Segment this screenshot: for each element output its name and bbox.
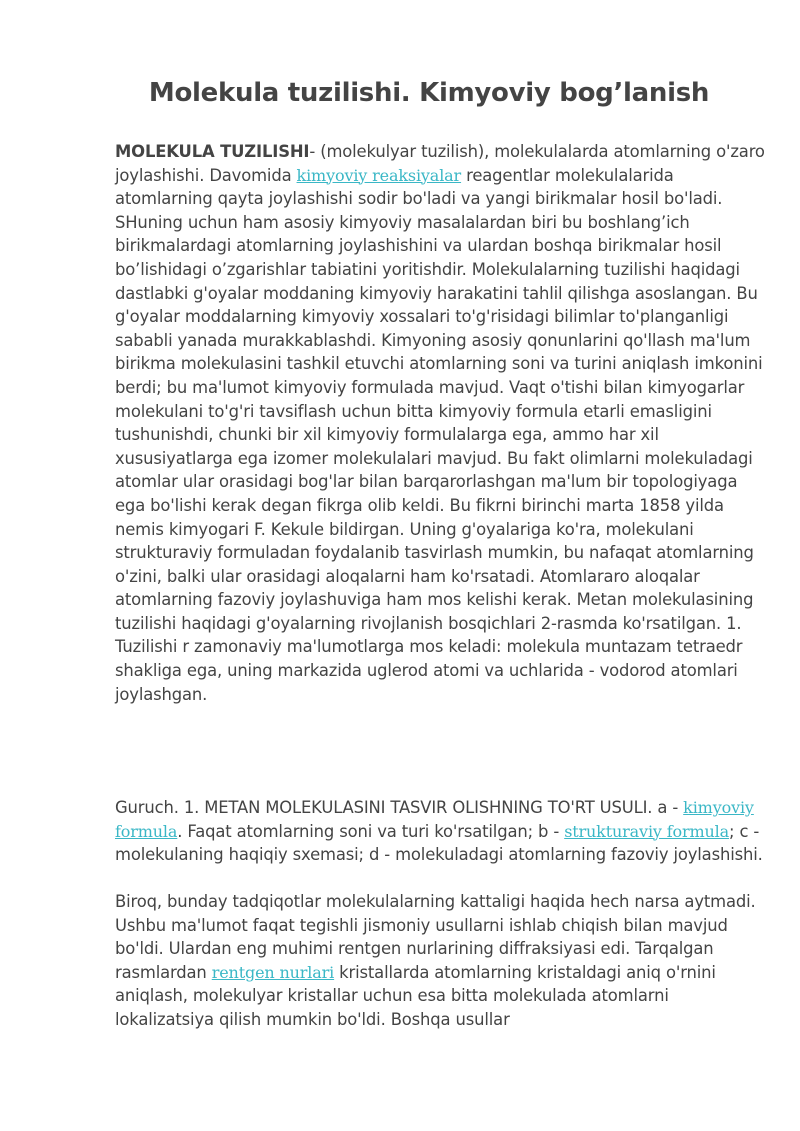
paragraph-text: Biroq, bunday tadqiqotlar molekulalarning kattaligi haqida hech narsa aytmadi. Ushbu ma'lumot faqat tegishli jismoniy usullarni ishlab chiqish bilan mavjud bo'ldi. Ulardan eng muhimi rentgen nurlarining diffraksiyasi edi. Tarqalgan rasmlardan	[115, 892, 756, 982]
link-rentgen-nurlari[interactable]: rentgen nurlari	[211, 962, 335, 982]
paragraph-text: - (molekulyar tuzilish), molekulalarda atomlarning o'zaro joylashishi. Davomida	[115, 142, 765, 185]
paragraph-text: Guruch. 1. METAN MOLEKULASINI TASVIR OLISHNING TO'RT USULI. a -	[115, 798, 684, 817]
link-strukturaviy-formula[interactable]: strukturaviy formula	[564, 821, 730, 841]
paragraph-text: kristallarda atomlarning kristaldagi aniq o'rnini aniqlash, molekulyar kristallar uchun esa bitta molekulada atomlarni lokalizatsiya qilish mumkin bo'ldi. Boshqa usullar	[115, 962, 716, 1029]
link-kimyoviy-reaksiyalar[interactable]: kimyoviy reaksiyalar	[296, 165, 462, 185]
paragraph-text: reagentlar molekulalarida atomlarning qayta joylashishi sodir bo'ladi va yangi birikmalar hosil bo'ladi. SHuning uchun ham asosiy kimyoviy masalalardan biri bu boshlang’ich birikmalardagi atomlarning joylashishini va ulardan boshqa birikmalar hosil bo’lishidagi o’zgarishlar tabiatini yoritishdir. Molekulalarning tuzilishi haqidagi dastlabki g'oyalar moddaning kimyoviy harakatini tahlil qilishga asoslangan. Bu g'oyalar moddalarning kimyoviy xossalari to'g'risidagi bilimlar to'planganligi sababli yanada murakkablashdi. Kimyoning asosiy qonunlarini qo'llash ma'lum birikma molekulasini tashkil etuvchi atomlarning soni va turini aniqlash imkonini berdi; bu ma'lumot kimyoviy formulada mavjud. Vaqt o'tishi bilan kimyogarlar molekulani to'g'ri tavsiflash uchun bitta kimyoviy formula etarli emasligini tushunishdi, chunki bir xil kimyoviy formulalarga ega, ammo har xil xususiyatlarga ega izomer molekulalari mavjud. Bu fakt olimlarni molekuladagi atomlar ular orasidagi bog'lar bilan barqarorlashgan ma'lum bir topologiyaga ega bo'lishi kerak degan fikrga olib keldi. Bu fikrni birinchi marta 1858 yilda nemis kimyogari F. Kekule bildirgan. Uning g'oyalariga ko'ra, molekulani strukturaviy formuladan foydalanib tasvirlash mumkin, bu nafaqat atomlarning o'zini, balki ular orasidagi aloqalarni ham ko'rsatadi. Atomlararo aloqalar atomlarning fazoviy joylashuviga ham mos kelishi kerak. Metan molekulasining tuzilishi haqidagi g'oyalarning rivojlanish bosqichlari 2-rasmda ko'rsatilgan. 1. Tuzilishi r zamonaviy ma'lumotlarga mos keladi: molekula muntazam tetraedr shakliga ega, uning markazida uglerod atomi va uchlarida - vodorod atomlari joylashgan.	[115, 165, 763, 704]
page-title: Molekula tuzilishi. Kimyoviy bog’lanish	[148, 78, 710, 108]
figure-caption-paragraph	[115, 796, 765, 867]
paragraph-text: ; c - molekulaning haqiqiy sxemasi; d - molekuladagi atomlarning fazoviy joylashishi.	[115, 821, 763, 865]
paragraph-text: . Faqat atomlarning soni va turi ko'rsatilgan; b -	[177, 821, 565, 841]
term-heading: MOLEKULA TUZILISHI	[115, 142, 310, 161]
intro-paragraph	[115, 140, 765, 706]
body-paragraph	[115, 890, 765, 1032]
link-kimyoviy-formula[interactable]: kimyoviy formula	[115, 798, 754, 841]
